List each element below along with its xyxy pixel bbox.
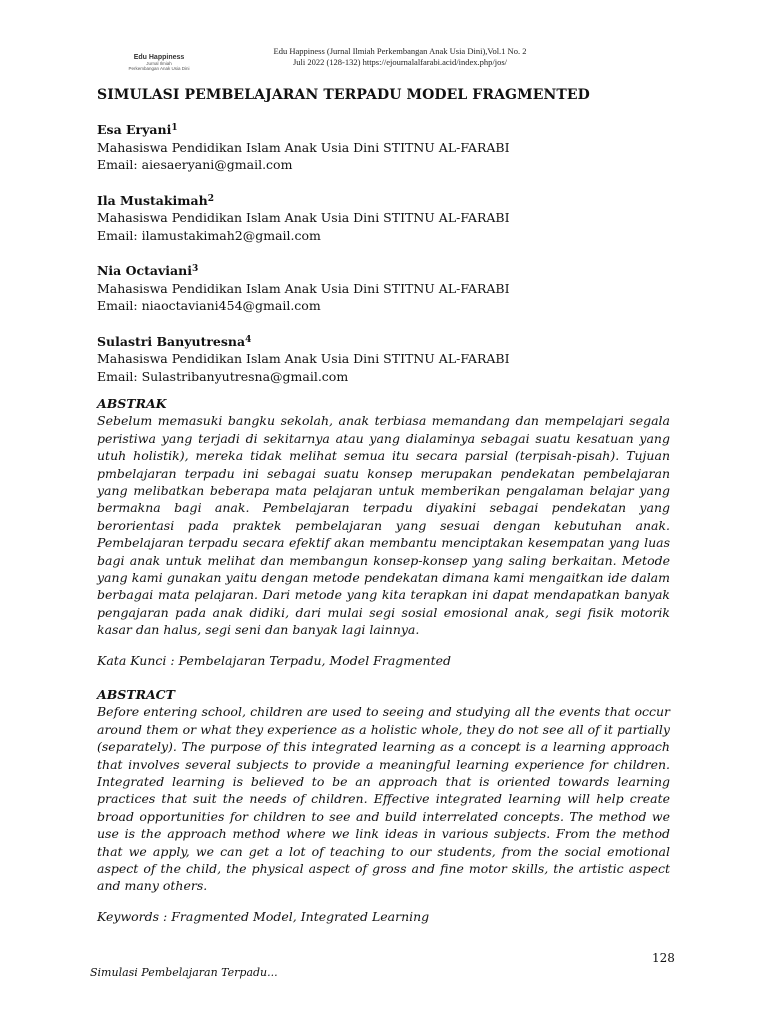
page-number: 128 bbox=[652, 951, 675, 965]
author-affiliation: Mahasiswa Pendidikan Islam Anak Usia Dini STITNU AL-FARABI bbox=[97, 139, 510, 155]
header-line-1: Edu Happiness (Jurnal Ilmiah Perkembangan Anak Usia Dini),Vol.1 No. 2 bbox=[273, 46, 527, 56]
header-line-2: Juli 2022 (128-132) https://ejournalalfarabi.acid/index.php/jos/ bbox=[292, 57, 508, 67]
logo-subtitle-2: Perkembangan Anak Usia Dini bbox=[128, 66, 190, 71]
author-block bbox=[97, 261, 687, 315]
running-header bbox=[230, 46, 570, 68]
author-email: Email: aiesaeryani@gmail.com bbox=[97, 157, 293, 172]
author-list bbox=[97, 120, 687, 402]
author-affiliation: Mahasiswa Pendidikan Islam Anak Usia Dini STITNU AL-FARABI bbox=[97, 210, 510, 225]
author-email: Email: niaoctaviani454@gmail.com bbox=[97, 298, 321, 313]
abstract-heading: ABSTRACT bbox=[97, 687, 175, 702]
author-block bbox=[97, 191, 687, 245]
author-name: Esa Eryani$^1$ bbox=[97, 122, 178, 137]
logo-subtitle-1: Jurnal Ilmiah bbox=[146, 61, 172, 66]
author-name: Ila Mustakimah$^2$ bbox=[97, 192, 214, 208]
author-affiliation: Mahasiswa Pendidikan Islam Anak Usia Dini STITNU AL-FARABI bbox=[97, 280, 510, 296]
journal-logo bbox=[118, 54, 200, 71]
author-affiliation: Mahasiswa Pendidikan Islam Anak Usia Dini STITNU AL-FARABI bbox=[97, 351, 510, 366]
paper-title: SIMULASI PEMBELAJARAN TERPADU MODEL FRAGMENTED bbox=[97, 87, 590, 103]
author-block bbox=[97, 332, 687, 386]
abstrak-heading: ABSTRAK bbox=[97, 396, 167, 411]
abstrak-body: Sebelum memasuki bangku sekolah, anak terbiasa memandang dan mempelajari segala peristiwa yang terjadi di sekitarnya atau yang dialaminya sebagai suatu kesatuan yang utuh holistik), mereka tidak melihat semua itu secara parsial (terpisah-pisah). Tujuan pmbelajaran terpadu ini sebagai suatu konsep merupakan pendekatan pembelajaran yang melibatkan beberapa mata pelajaran untuk memberikan pengalaman belajar yang bermakna bagi anak. Pembelajaran terpadu diyakini sebagai pendekatan yang berorientasi pada praktek pembelajaran yang sesuai dengan kebutuhan anak. Pembelajaran terpadu secara efektif akan membantu menciptakan kesempatan yang luas bagi anak untuk melihat dan membangun konsep-konsep yang saling berkaitan. Metode yang kami gunakan yaitu dengan metode pendekatan dimana kami mengaitkan ide dalam berbagai mata pelajaran. Dari metode yang kita terapkan ini dapat mendapatkan banyak pengajaran pada anak didiki, dari mulai segi sosial emosional anak, segi fisik motorik kasar dan halus, segi seni dan banyak lagi lainnya. bbox=[97, 413, 670, 638]
author-name: Sulastri Banyutresna$^4$ bbox=[97, 333, 252, 349]
logo-title: Edu Happiness bbox=[133, 54, 185, 61]
abstract-keywords: Keywords : Fragmented Model, Integrated Learning bbox=[97, 909, 430, 924]
running-footer: Simulasi Pembelajaran Terpadu... bbox=[90, 966, 278, 979]
author-email: Email: Sulastribanyutresna@gmail.com bbox=[97, 368, 349, 384]
abstract-body: Before entering school, children are used to seeing and studying all the events that occur around them or what they experience as a holistic whole, they do not see all of it partially (separately). The purpose of this integrated learning as a concept is a learning approach that involves several subjects to provide a meaningful learning experience for children. Integrated learning is believed to be an approach that is oriented towards learning practices that suit the needs of children. Effective integrated learning will help create broad opportunities for children to see and build interrelated concepts. The method we use is the approach method where we link ideas in various subjects. From the method that we apply, we can get a lot of teaching to our students, from the social emotional aspect of the child, the physical aspect of gross and fine motor skills, the artistic aspect and many others. bbox=[97, 704, 670, 894]
abstrak-section bbox=[97, 395, 670, 639]
author-block bbox=[97, 120, 687, 174]
author-email: Email: ilamustakimah2@gmail.com bbox=[97, 227, 321, 243]
abstrak-keywords: Kata Kunci : Pembelajaran Terpadu, Model Fragmented bbox=[97, 653, 452, 668]
author-name: Nia Octaviani$^3$ bbox=[97, 263, 199, 278]
abstract-section bbox=[97, 686, 670, 895]
